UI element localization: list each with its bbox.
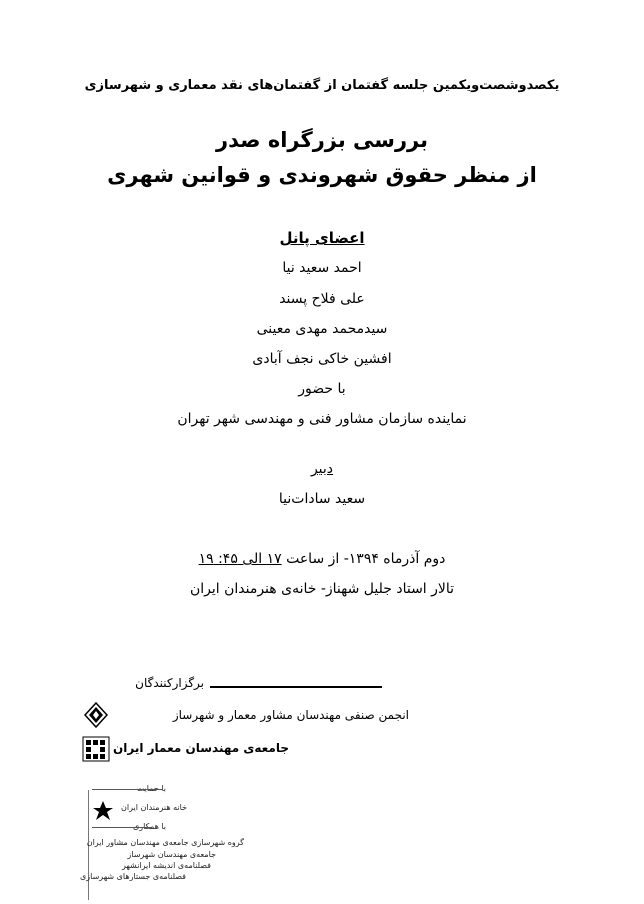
panel-member: احمد سعید نیا xyxy=(282,260,362,276)
panel-heading: اعضای پانل xyxy=(279,229,365,247)
date-time: ۱۷ الی ۴۵: ۱۹ xyxy=(198,551,282,567)
secretary-heading: دبیر xyxy=(310,461,334,477)
secretary-name: سعید سادات‌نیا xyxy=(278,491,366,507)
panel-member: علی فلاح پسند xyxy=(279,291,365,307)
engineers-association-logo-icon xyxy=(84,702,108,728)
artists-house-logo-icon xyxy=(92,800,114,822)
date-prefix: دوم آذرماه ۱۳۹۴- از ساعت xyxy=(281,551,446,567)
series-line: یکصدوشصت‌ویکمین جلسه گفتمان از گفتمان‌های نقد معماری و شهرسازی xyxy=(84,78,560,93)
panel-member: افشین خاکی نجف آبادی xyxy=(252,351,392,367)
support-heading: با حمایت xyxy=(136,784,166,793)
cooperation-item: فصلنامه‌ی جستارهای شهرسازی xyxy=(80,872,186,881)
organizers-heading: برگزارکنندگان xyxy=(135,676,204,690)
cooperation-heading: با همکاری xyxy=(132,822,166,831)
organizer-a: انجمن صنفی مهندسان مشاور معمار و شهرساز xyxy=(172,708,409,722)
panel-member: سیدمحمد مهدی معینی xyxy=(256,321,388,337)
architects-society-logo-icon xyxy=(82,736,110,762)
organizer-b: جامعه‌ی مهندسان معمار ایران xyxy=(113,741,289,755)
with-presence: با حضور xyxy=(298,381,346,397)
title-line-1: بررسی بزرگراه صدر xyxy=(216,128,428,152)
event-date xyxy=(0,551,644,567)
cooperation-divider xyxy=(92,827,152,828)
organizers-divider xyxy=(210,686,382,688)
event-venue: تالار استاد جلیل شهناز- خانه‌ی هنرمندان ایران xyxy=(189,581,455,597)
support-divider xyxy=(92,789,162,790)
representative: نماینده سازمان مشاور فنی و مهندسی شهر تهران xyxy=(177,411,467,427)
cooperation-item: گروه شهرسازی جامعه‌ی مهندسان مشاور ایران xyxy=(86,838,244,847)
title-line-2: از منظر حقوق شهروندی و قوانین شهری xyxy=(107,163,537,187)
cooperation-item: فصلنامه‌ی اندیشه ایرانشهر xyxy=(121,861,211,870)
cooperation-item: جامعه‌ی مهندسان شهرساز xyxy=(127,850,216,859)
support-org: خانه هنرمندان ایران xyxy=(121,803,187,812)
